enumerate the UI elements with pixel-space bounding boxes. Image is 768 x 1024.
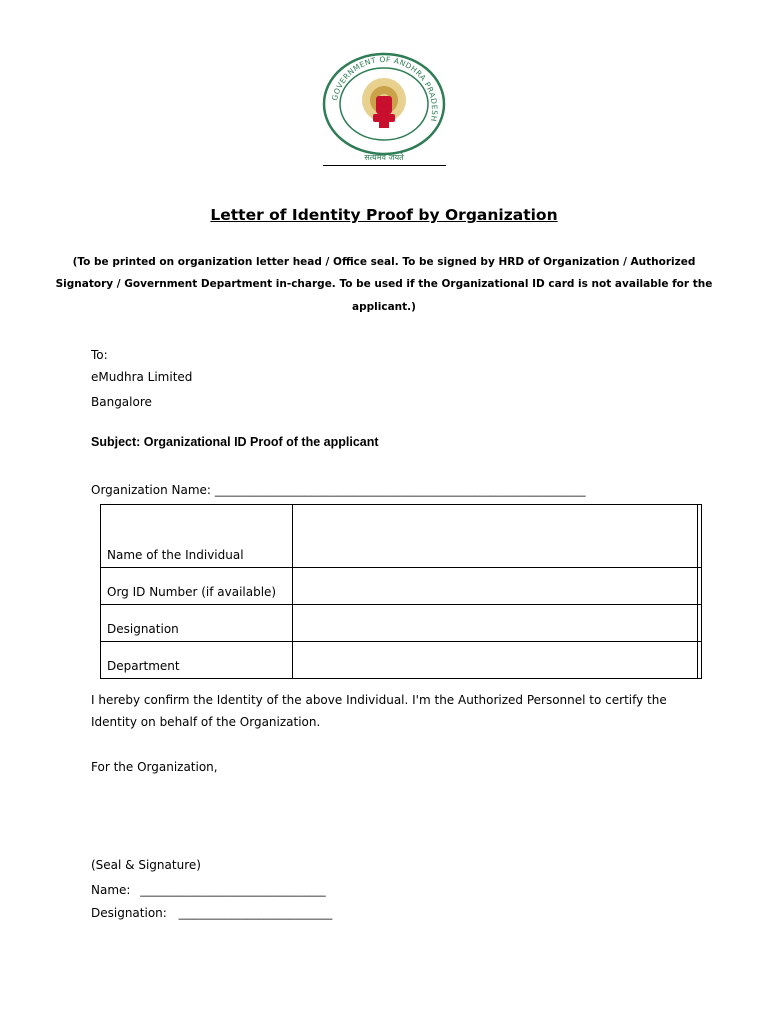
table-label-cell: Designation (101, 605, 293, 642)
designation-row (91, 906, 332, 920)
confirmation-line-1: I hereby confirm the Identity of the above Individual. I'm the Authorized Personnel to certify the (91, 693, 667, 707)
designation-line[interactable]: _____________________________ (178, 908, 333, 920)
letter-title: Letter of Identity Proof by Organization (210, 206, 558, 224)
for-organization-text: For the Organization, (91, 760, 218, 774)
instruction-line-3: applicant.) (352, 301, 416, 313)
name-line[interactable]: ___________________________________ (140, 885, 326, 897)
table-margin-cell (698, 505, 702, 568)
instruction-line-2: Signatory / Government Department in-charge. To be used if the Organizational ID card is not available for the (55, 278, 713, 290)
table-row (101, 642, 702, 679)
identity-table (100, 504, 702, 679)
table-label-cell: Department (101, 642, 293, 679)
org-name-label: Organization Name: (91, 483, 211, 497)
andhra-pradesh-seal-logo (322, 52, 446, 168)
table-value-cell[interactable] (293, 605, 698, 642)
recipient-name: eMudhra Limited (91, 370, 193, 384)
instruction-line-1: (To be printed on organization letter head / Office seal. To be signed by HRD of Organization / Authorized (72, 256, 696, 268)
subject-line: Subject: Organizational ID Proof of the applicant (91, 435, 379, 449)
org-name-line[interactable]: ______________________________________________________________________ (214, 485, 586, 497)
table-margin-cell (698, 568, 702, 605)
table-margin-cell (698, 642, 702, 679)
to-label: To: (91, 348, 108, 362)
table-value-cell[interactable] (293, 642, 698, 679)
org-name-row (91, 483, 586, 497)
svg-text:GOVERNMENT OF ANDHRA PRADESH: GOVERNMENT OF ANDHRA PRADESH (329, 54, 440, 123)
table-row (101, 568, 702, 605)
table-value-cell[interactable] (293, 505, 698, 568)
confirmation-line-2: Identity on behalf of the Organization. (91, 715, 321, 729)
seal-underline (323, 165, 446, 166)
table-margin-cell (698, 605, 702, 642)
name-label: Name: (91, 883, 131, 897)
designation-label: Designation: (91, 906, 167, 920)
recipient-city: Bangalore (91, 395, 152, 409)
seal-motto-text: सत्यमेव जयते (364, 153, 404, 162)
table-value-cell[interactable] (293, 568, 698, 605)
table-row (101, 505, 702, 568)
table-row (101, 605, 702, 642)
seal-signature-label: (Seal & Signature) (91, 858, 201, 872)
name-row (91, 883, 326, 897)
table-label-cell: Org ID Number (if available) (101, 568, 293, 605)
table-label-cell: Name of the Individual (101, 505, 293, 568)
